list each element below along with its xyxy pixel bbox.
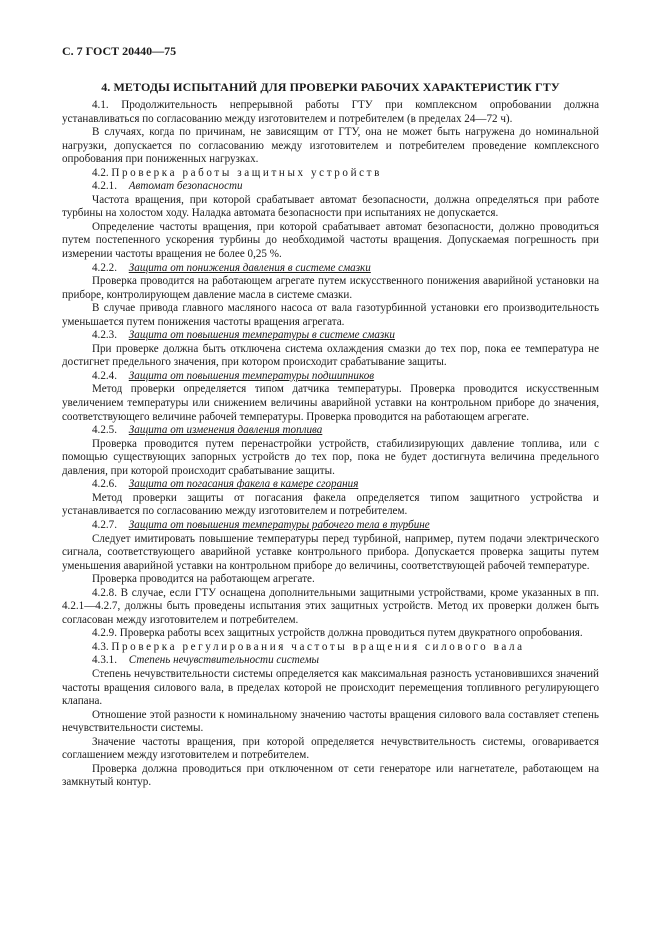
clause-heading (62, 424, 599, 438)
clause-heading (62, 478, 599, 492)
subsection-number: 4.3. (92, 640, 109, 653)
paragraph: Проверка проводится на работающем агрегате. (92, 573, 315, 586)
clause-number: 4.2.6. (92, 478, 117, 491)
paragraph: Метод проверки защиты от погасания факела определяется типом защитного устройства и устанавливается по согласованию между изготовителем и потребителем. (62, 491, 599, 518)
clause-heading (62, 262, 599, 276)
clause-number: 4.2.5. (92, 424, 117, 437)
clause-title: Степень нечувствительности системы (128, 654, 320, 667)
clause-title: Защита от погасания факела в камере сгорания (128, 478, 359, 491)
paragraph: В случаях, когда по причинам, не зависящим от ГТУ, она не может быть нагружена до номинальной нагрузки, допускается по согласованию между изготовителем и потребителем проведение комплексного опробования при пониженных нагрузках. (62, 126, 599, 166)
clause-number: 4.2.7. (92, 518, 117, 531)
section-title: 4. МЕТОДЫ ИСПЫТАНИЙ ДЛЯ ПРОВЕРКИ РАБОЧИХ ХАРАКТЕРИСТИК ГТУ (101, 80, 560, 94)
paragraph: Проверка проводится на работающем агрегате путем искусственного понижения аварийной установки на приборе, контролирующем давление масла в системе смазки. (62, 275, 599, 301)
clause-title: Защита от повышения температуры подшипников (128, 369, 375, 382)
subsection-title: Проверка регулирования частоты вращения силового вала (111, 640, 525, 653)
clause-number: 4.2.1. (92, 180, 117, 193)
clause-heading (62, 654, 599, 668)
clause-number: 4.3.1. (92, 654, 117, 667)
paragraph: 4.1. Продолжительность непрерывной работы ГТУ при комплексном опробовании должна устанавливаться по согласованию между изготовителем и потребителем (в пределах 24—72 ч). (62, 99, 599, 125)
clause-title: Защита от изменения давления топлива (128, 424, 323, 437)
subsection-heading (62, 641, 599, 655)
paragraph: Определение частоты вращения, при которой срабатывает автомат безопасности, должно проводиться путем постепенного ускорения турбины до необходимой частоты вращения. Допускаемая погрешность при измерении частоты вращения не более 0,25 %. (62, 220, 599, 261)
clause-title: Автомат безопасности (128, 180, 243, 193)
clause-title: Защита от повышения температуры рабочего тела в турбине (128, 518, 430, 531)
clause-heading (62, 329, 599, 343)
paragraph: Отношение этой разности к номинальному значению частоты вращения силового вала составляет степень нечувствительности системы. (62, 708, 599, 735)
paragraph: 4.2.8. В случае, если ГТУ оснащена дополнительными защитными устройствами, кроме указанных в пп. 4.2.1—4.2.7, должны быть проведены испытания этих защитных устройств. Метод их проверки должен быть согласован между изготовителем и потребителем. (62, 586, 599, 626)
paragraph: Частота вращения, при которой срабатывает автомат безопасности, должна определяться при работе турбины на холостом ходу. Наладка автомата безопасности при испытаниях не допускается. (62, 193, 599, 220)
clause-heading (62, 370, 599, 384)
paragraph: Метод проверки определяется типом датчика температуры. Проверка проводится искусственным увеличением температуры или снижением величины аварийной уставки на контрольном приборе до значения, соответствующего величине рабочей температуры. Проверка проводится на работающем агрегате. (62, 383, 599, 423)
paragraph: При проверке должна быть отключена система охлаждения смазки до тех пор, пока ее температура не достигнет предельного значения, при котором происходит срабатывание защиты. (62, 342, 599, 369)
clause-heading (62, 180, 599, 194)
clause-number: 4.2.4. (92, 369, 117, 382)
subsection-title: Проверка работы защитных устройств (111, 166, 382, 179)
paragraph: Проверка должна проводиться при отключенном от сети генераторе или нагнетателе, работающем на замкнутый контур. (62, 762, 599, 789)
paragraph: Значение частоты вращения, при которой определяется нечувствительность системы, оговаривается соглашением между изготовителем и потребителем. (62, 735, 599, 762)
page-header: С. 7 ГОСТ 20440—75 (62, 44, 177, 58)
clause-number: 4.2.3. (92, 329, 117, 342)
paragraph: Проверка проводится путем перенастройки устройств, стабилизирующих давление топлива, или с помощью существующих запорных устройств до тех пор, пока не будет достигнута величина предельного давления, при которой происходит срабатывание защиты. (62, 437, 599, 477)
subsection-number: 4.2. (92, 166, 109, 179)
document-body (62, 99, 599, 790)
clause-title: Защита от понижения давления в системе смазки (128, 261, 371, 274)
clause-heading (62, 519, 599, 533)
clause-title: Защита от повышения температуры в системе смазки (128, 329, 395, 342)
subsection-heading (62, 167, 599, 181)
paragraph: Степень нечувствительности системы определяется как максимальная разность установившихся значений частоты вращения силового вала, в пределах которой не происходит перемещения топливного регулирующего клапана. (62, 667, 599, 708)
paragraph: В случае привода главного масляного насоса от вала газотурбинной установки его производительность уменьшается путем понижения частоты вращения агрегата. (62, 302, 599, 328)
clause-number: 4.2.2. (92, 261, 117, 274)
paragraph: 4.2.9. Проверка работы всех защитных устройств должна проводиться путем двукратного опробования. (92, 627, 583, 640)
paragraph: Следует имитировать повышение температуры перед турбиной, например, путем подачи электрического сигнала, соответствующего аварийной уставке контрольного прибора. Допускается проверка защиты путем уменьшения аварийной уставки на контрольном приборе до величины, соответствующей рабочей температуре. (62, 532, 599, 572)
